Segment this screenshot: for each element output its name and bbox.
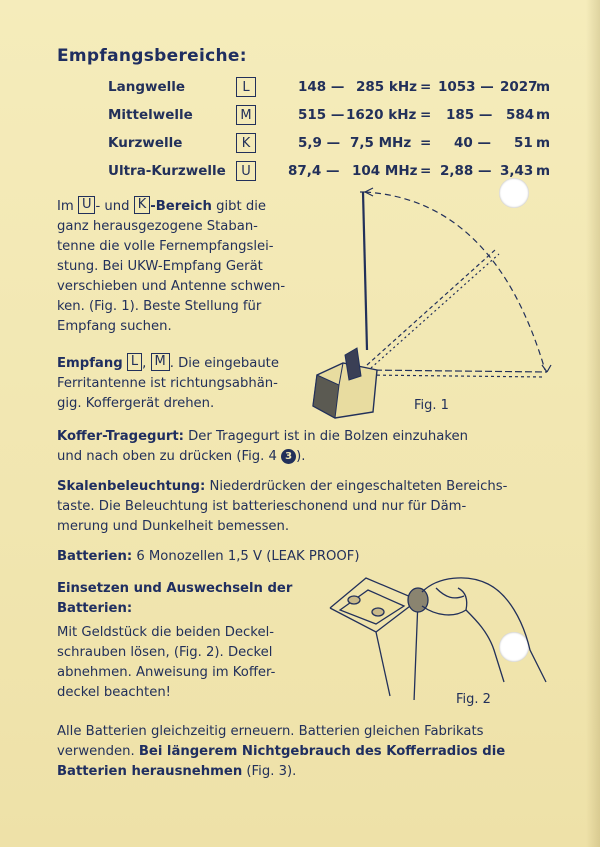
einsetzen-line: schrauben lösen, (Fig. 2). Deckel (57, 645, 273, 660)
wave-unit: m (536, 135, 551, 151)
freq-to: 285 kHz (356, 79, 418, 95)
ukw-line: stung. Bei UKW-Empfang Gerät (57, 259, 263, 274)
tragegurt-label: Koffer-Tragegurt: (57, 429, 184, 444)
ukw-text: gibt die (216, 199, 267, 214)
batterien-label: Batterien: (57, 549, 133, 564)
fig1-label: Fig. 1 (414, 398, 449, 413)
range-name: Langwelle (108, 79, 186, 95)
einsetzen-title: Batterien: (57, 601, 133, 616)
range-name: Mittelwelle (108, 107, 193, 123)
empfang-text: , (142, 356, 147, 371)
range-row (108, 105, 558, 127)
wave-to: 3,43 (500, 163, 534, 179)
batterien-paragraph (57, 547, 557, 567)
skala-text: Niederdrücken der eingeschalteten Bereichs- (205, 479, 508, 494)
einsetzen-line: deckel beachten! (57, 685, 171, 700)
empfang-label: Empfang (57, 356, 123, 371)
alle-paragraph (57, 722, 557, 782)
empfang-line: gig. Koffergerät drehen. (57, 396, 215, 411)
alle-text: verwenden. (57, 744, 139, 759)
equals: = (420, 135, 432, 151)
wave-unit: m (536, 163, 551, 179)
ukw-line: verschieben und Antenne schwen- (57, 279, 286, 294)
tragegurt-text: ). (296, 449, 306, 464)
freq-to: 104 MHz (352, 163, 418, 179)
fig1-illustration (305, 180, 565, 420)
einsetzen-line: Mit Geldstück die beiden Deckel- (57, 625, 274, 640)
einsetzen-title: Einsetzen und Auswechseln der (57, 581, 293, 596)
wave-to: 51 (514, 135, 533, 151)
freq-from: 87,4 — (288, 163, 340, 179)
freq-to: 7,5 MHz (350, 135, 412, 151)
antenna-horizontal-shadow (365, 375, 545, 377)
alle-text: (Fig. 3). (242, 764, 297, 779)
empfang-text: . Die eingebaute (169, 356, 279, 371)
section-heading: Empfangsbereiche: (57, 46, 247, 66)
bereich-label: -Bereich (150, 199, 212, 214)
tragegurt-text: Der Tragegurt ist in die Bolzen einzuhaken (183, 429, 468, 444)
freq-to: 1620 kHz (346, 107, 417, 123)
ukw-paragraph (57, 197, 317, 337)
band-key-l: L (236, 77, 256, 97)
hand-outline-bottom (422, 606, 504, 682)
wave-unit: m (536, 107, 551, 123)
empfang-paragraph (57, 354, 317, 414)
device-side-edge (376, 632, 390, 696)
thumb-crease (458, 588, 467, 610)
freq-from: 515 — (298, 107, 345, 123)
screw-left (348, 596, 360, 604)
freq-from: 148 — (298, 79, 345, 95)
range-row (108, 77, 558, 99)
ukw-line: tenne die volle Fernempfangslei- (57, 239, 274, 254)
skala-line: taste. Die Beleuchtung ist batterieschonend und nur für Däm- (57, 499, 467, 514)
band-key-m: M (236, 105, 256, 125)
ukw-line: ganz herausgezogene Staban- (57, 219, 258, 234)
skala-label: Skalenbeleuchtung: (57, 479, 206, 494)
einsetzen-paragraph (57, 579, 319, 703)
einsetzen-line: abnehmen. Anweisung im Koffer- (57, 665, 276, 680)
wave-to: 2027 (500, 79, 538, 95)
tragegurt-text: und nach oben zu drücken (Fig. 4 (57, 449, 282, 464)
band-key-k: K (236, 133, 256, 153)
range-row (108, 133, 558, 155)
batterien-text: 6 Monozellen 1,5 V (LEAK PROOF) (132, 549, 360, 564)
figure-number-badge: 3 (281, 449, 296, 464)
radio-set (313, 348, 377, 418)
empfang-line: Ferritantenne ist richtungsabhän- (57, 376, 278, 391)
band-key-m-inline: M (151, 353, 170, 371)
tragegurt-paragraph (57, 427, 557, 467)
ukw-line: Empfang suchen. (57, 319, 172, 334)
swing-arc (365, 192, 545, 370)
fig2-label: Fig. 2 (456, 692, 491, 707)
wave-from: 2,88 — (440, 163, 492, 179)
equals: = (420, 163, 432, 179)
fig2-illustration (318, 570, 548, 700)
antenna-diagonal (367, 250, 495, 365)
band-key-l-inline: L (127, 353, 142, 371)
skala-paragraph (57, 477, 557, 537)
ukw-line: ken. (Fig. 1). Beste Stellung für (57, 299, 262, 314)
arrow-right (542, 365, 551, 372)
wave-from: 1053 — (438, 79, 494, 95)
wave-unit: m (536, 79, 551, 95)
band-key-u-inline: U (78, 196, 96, 214)
freq-from: 5,9 — (298, 135, 341, 151)
ukw-text: Im (57, 199, 74, 214)
ukw-text: - und (95, 199, 130, 214)
alle-line: Alle Batterien gleichzeitig erneuern. Batterien gleichen Fabrikats (57, 724, 484, 739)
antenna-horizontal (365, 370, 547, 372)
equals: = (420, 79, 432, 95)
range-name: Ultra-Kurzwelle (108, 163, 226, 179)
wave-to: 584 (506, 107, 535, 123)
skala-line: merung und Dunkelheit bemessen. (57, 519, 290, 534)
range-name: Kurzwelle (108, 135, 183, 151)
screw-right (372, 608, 384, 616)
wave-from: 40 — (454, 135, 491, 151)
band-key-k-inline: K (134, 196, 151, 214)
alle-warning: Bei längerem Nichtgebrauch des Kofferradios die (138, 744, 506, 759)
antenna-diagonal-shadow (371, 254, 499, 368)
antenna-vertical (363, 192, 367, 350)
wave-from: 185 — (446, 107, 493, 123)
alle-warning: Batterien herausnehmen (57, 764, 243, 779)
band-key-u: U (236, 161, 256, 181)
page-edge-shadow (586, 0, 600, 847)
equals: = (420, 107, 432, 123)
